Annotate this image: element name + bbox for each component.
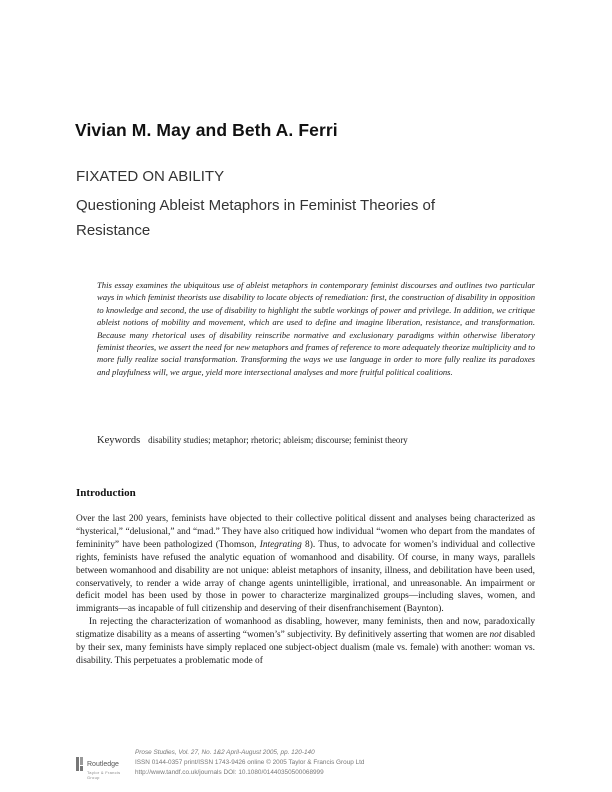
- issn-line: ISSN 0144-0357 print/ISSN 1743-9426 online © 2005 Taylor & Francis Group Ltd: [135, 759, 365, 766]
- abstract: This essay examines the ubiquitous use of ableist metaphors in contemporary feminist discourses and outlines two particular ways in which feminist theorists use disability to locate objects of remediation: first, the construction of disability in opposition to knowledge and second, the use of disability to highlight the subtle workings of power and privilege. In addition, we critique ableist notions of mobility and movement, which are used to define and imagine liberation, resistance, and transformation. Because many rhetorical uses of disability reinscribe normative and exclusionary paradigms within otherwise liberatory feminist theories, we assert the need for new metaphors and frames of reference to more adequately theorize multiplicity and to more fully realize social transformation. Transforming the ways we use language in order to more fully realize its paradoxes and playfulness will, we argue, yield more intersectional analyses and more fruitful political coalitions.: [97, 280, 535, 377]
- article-subtitle: Questioning Ableist Metaphors in Feminist Theories of Resistance: [76, 197, 436, 239]
- publication-info: [135, 748, 364, 778]
- citation-title: Integrating: [259, 539, 302, 550]
- page-footer: [75, 748, 545, 788]
- keywords: [97, 434, 535, 447]
- publisher-tagline: Taylor & Francis Group: [87, 770, 121, 780]
- routledge-mark-icon: [75, 756, 85, 772]
- publisher-name: Routledge: [87, 761, 119, 768]
- keywords-label: Keywords: [97, 435, 141, 446]
- body-text: [76, 513, 535, 668]
- publisher-logo: [75, 756, 123, 780]
- paragraph-2-part-a: In rejecting the characterization of womanhood as disabling, however, many feminists, then and now, paradoxically stigmatize disability as a means of asserting “women’s” subjectivity. By definitively asserting that women are: [76, 617, 535, 641]
- keywords-text: disability studies; metaphor; rhetoric; ableism; discourse; feminist theory: [148, 435, 408, 445]
- emphasis-not: not: [489, 630, 502, 641]
- paragraph-2-part-b: disabled by their sex, many feminists have simply replaced one subject-object dualism (male vs. female) with another: woman vs. disability. This perpetuates a problematic mode of: [76, 630, 535, 666]
- doi-link[interactable]: http://www.tandf.co.uk/journals DOI: 10.1080/01440350500068999: [135, 769, 324, 776]
- section-heading-introduction: Introduction: [76, 487, 136, 499]
- paragraph-1-part-b: 8). Thus, to advocate for women’s individual and collective rights, feminists have refused the analytic equation of womanhood and disability. Of course, in many ways, parallels between womanhood and disability are not unique: ableist metaphors of insanity, illness, and debilitation have been used, conservatively, to render a wide array of change agents unintelligible, irrational, and unreasonable. An impairment or deficit model has been used by those in power to characterize marginalized groups—including slaves, women, and immigrants—as incapable of full citizenship and deserving of their disenfranchisement (Baynton).: [76, 539, 535, 615]
- author-names: Vivian M. May and Beth A. Ferri: [75, 120, 338, 140]
- article-title: FIXATED ON ABILITY: [76, 168, 225, 185]
- paragraph-1: [76, 513, 535, 616]
- paragraph-1-part-a: Over the last 200 years, feminists have objected to their collective political dissent and analyses being characterized as “hysterical,” “delusional,” and “mad.” They have also critiqued how individual “women who depart from the mandates of femininity” have been pathologized (Thomson,: [76, 514, 535, 550]
- paragraph-2: [76, 616, 535, 668]
- journal-citation: Prose Studies, Vol. 27, No. 1&2 April-August 2005, pp. 120-140: [135, 749, 315, 756]
